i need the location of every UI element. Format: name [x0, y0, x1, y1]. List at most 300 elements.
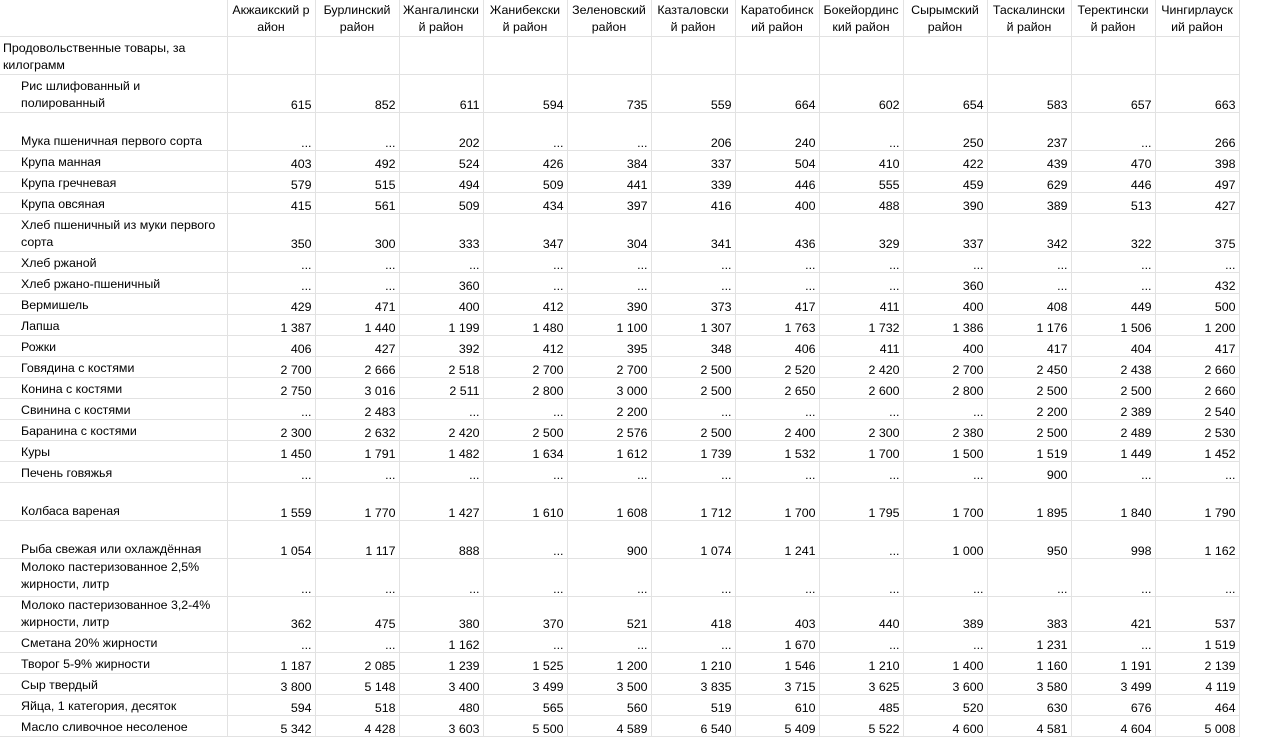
value-cell[interactable]: 3 600: [903, 674, 987, 695]
value-cell[interactable]: 416: [651, 193, 735, 214]
row-label[interactable]: Мука пшеничная первого сорта: [0, 113, 227, 151]
value-cell[interactable]: 392: [399, 336, 483, 357]
value-cell[interactable]: 400: [735, 193, 819, 214]
value-cell[interactable]: ...: [987, 273, 1071, 294]
value-cell[interactable]: 1 500: [903, 441, 987, 462]
value-cell[interactable]: 513: [1071, 193, 1155, 214]
value-cell[interactable]: 611: [399, 75, 483, 113]
value-cell[interactable]: 427: [1155, 193, 1239, 214]
value-cell[interactable]: ...: [227, 252, 315, 273]
value-cell[interactable]: 337: [903, 214, 987, 252]
value-cell[interactable]: 1 525: [483, 653, 567, 674]
value-cell[interactable]: 390: [567, 294, 651, 315]
value-cell[interactable]: 519: [651, 695, 735, 716]
value-cell[interactable]: 2 576: [567, 420, 651, 441]
value-cell[interactable]: 4 581: [987, 716, 1071, 737]
value-cell[interactable]: 400: [903, 336, 987, 357]
column-header[interactable]: Акжаикский район: [227, 0, 315, 37]
column-header[interactable]: Казталовский район: [651, 0, 735, 37]
value-cell[interactable]: 370: [483, 597, 567, 632]
empty-cell[interactable]: [903, 37, 987, 75]
value-cell[interactable]: 4 604: [1071, 716, 1155, 737]
value-cell[interactable]: ...: [483, 113, 567, 151]
value-cell[interactable]: 998: [1071, 521, 1155, 559]
value-cell[interactable]: ...: [315, 113, 399, 151]
value-cell[interactable]: ...: [483, 399, 567, 420]
empty-cell[interactable]: [1071, 37, 1155, 75]
value-cell[interactable]: ...: [819, 632, 903, 653]
value-cell[interactable]: 341: [651, 214, 735, 252]
value-cell[interactable]: 492: [315, 151, 399, 172]
value-cell[interactable]: 2 540: [1155, 399, 1239, 420]
value-cell[interactable]: 2 400: [735, 420, 819, 441]
value-cell[interactable]: ...: [735, 273, 819, 294]
row-label[interactable]: Молоко пастеризованное 3,2-4% жирности, литр: [0, 597, 227, 632]
value-cell[interactable]: 1 700: [819, 441, 903, 462]
value-cell[interactable]: 3 580: [987, 674, 1071, 695]
value-cell[interactable]: 509: [483, 172, 567, 193]
value-cell[interactable]: 5 148: [315, 674, 399, 695]
value-cell[interactable]: 602: [819, 75, 903, 113]
value-cell[interactable]: ...: [819, 462, 903, 483]
row-label[interactable]: Лапша: [0, 315, 227, 336]
value-cell[interactable]: 406: [735, 336, 819, 357]
value-cell[interactable]: 380: [399, 597, 483, 632]
value-cell[interactable]: 629: [987, 172, 1071, 193]
value-cell[interactable]: ...: [819, 559, 903, 597]
value-cell[interactable]: ...: [1071, 113, 1155, 151]
value-cell[interactable]: 362: [227, 597, 315, 632]
value-cell[interactable]: ...: [483, 559, 567, 597]
empty-cell[interactable]: [987, 37, 1071, 75]
value-cell[interactable]: 4 428: [315, 716, 399, 737]
value-cell[interactable]: 3 016: [315, 378, 399, 399]
value-cell[interactable]: 459: [903, 172, 987, 193]
value-cell[interactable]: ...: [651, 632, 735, 653]
value-cell[interactable]: 2 800: [903, 378, 987, 399]
value-cell[interactable]: 397: [567, 193, 651, 214]
value-cell[interactable]: 1 307: [651, 315, 735, 336]
value-cell[interactable]: 1 162: [399, 632, 483, 653]
value-cell[interactable]: ...: [1155, 252, 1239, 273]
row-label[interactable]: Хлеб ржано-пшеничный: [0, 273, 227, 294]
value-cell[interactable]: ...: [483, 252, 567, 273]
value-cell[interactable]: 1 191: [1071, 653, 1155, 674]
value-cell[interactable]: 1 450: [227, 441, 315, 462]
value-cell[interactable]: 2 139: [1155, 653, 1239, 674]
value-cell[interactable]: 2 200: [987, 399, 1071, 420]
value-cell[interactable]: ...: [819, 399, 903, 420]
value-cell[interactable]: 446: [735, 172, 819, 193]
value-cell[interactable]: 339: [651, 172, 735, 193]
value-cell[interactable]: 464: [1155, 695, 1239, 716]
value-cell[interactable]: ...: [819, 252, 903, 273]
value-cell[interactable]: 1 386: [903, 315, 987, 336]
value-cell[interactable]: 579: [227, 172, 315, 193]
row-label[interactable]: Масло сливочное несоленое: [0, 716, 227, 737]
value-cell[interactable]: 1 176: [987, 315, 1071, 336]
value-cell[interactable]: 348: [651, 336, 735, 357]
value-cell[interactable]: 429: [227, 294, 315, 315]
column-header[interactable]: Теректинский район: [1071, 0, 1155, 37]
value-cell[interactable]: 1 519: [987, 441, 1071, 462]
value-cell[interactable]: 1 840: [1071, 483, 1155, 521]
row-label[interactable]: Творог 5-9% жирности: [0, 653, 227, 674]
value-cell[interactable]: 337: [651, 151, 735, 172]
value-cell[interactable]: 1 795: [819, 483, 903, 521]
value-cell[interactable]: 2 200: [567, 399, 651, 420]
value-cell[interactable]: ...: [819, 521, 903, 559]
value-cell[interactable]: ...: [819, 273, 903, 294]
value-cell[interactable]: 2 500: [987, 378, 1071, 399]
value-cell[interactable]: ...: [483, 521, 567, 559]
value-cell[interactable]: 560: [567, 695, 651, 716]
value-cell[interactable]: 1 162: [1155, 521, 1239, 559]
value-cell[interactable]: 3 500: [567, 674, 651, 695]
value-cell[interactable]: 412: [483, 336, 567, 357]
value-cell[interactable]: ...: [903, 252, 987, 273]
value-cell[interactable]: 398: [1155, 151, 1239, 172]
value-cell[interactable]: 2 660: [1155, 357, 1239, 378]
value-cell[interactable]: 2 530: [1155, 420, 1239, 441]
value-cell[interactable]: 610: [735, 695, 819, 716]
value-cell[interactable]: 3 499: [483, 674, 567, 695]
value-cell[interactable]: 3 835: [651, 674, 735, 695]
row-label[interactable]: Вермишель: [0, 294, 227, 315]
value-cell[interactable]: 1 427: [399, 483, 483, 521]
row-label[interactable]: Колбаса вареная: [0, 483, 227, 521]
value-cell[interactable]: ...: [735, 252, 819, 273]
value-cell[interactable]: 1 610: [483, 483, 567, 521]
value-cell[interactable]: 663: [1155, 75, 1239, 113]
value-cell[interactable]: 2 511: [399, 378, 483, 399]
column-header[interactable]: Сырымский район: [903, 0, 987, 37]
value-cell[interactable]: ...: [315, 559, 399, 597]
value-cell[interactable]: 1 739: [651, 441, 735, 462]
value-cell[interactable]: 406: [227, 336, 315, 357]
row-label[interactable]: Яйца, 1 категория, десяток: [0, 695, 227, 716]
value-cell[interactable]: ...: [483, 273, 567, 294]
value-cell[interactable]: 2 666: [315, 357, 399, 378]
empty-cell[interactable]: [819, 37, 903, 75]
value-cell[interactable]: 2 420: [399, 420, 483, 441]
value-cell[interactable]: 1 670: [735, 632, 819, 653]
value-cell[interactable]: 2 520: [735, 357, 819, 378]
value-cell[interactable]: ...: [651, 273, 735, 294]
value-cell[interactable]: 470: [1071, 151, 1155, 172]
value-cell[interactable]: ...: [903, 399, 987, 420]
row-label[interactable]: Куры: [0, 441, 227, 462]
value-cell[interactable]: 427: [315, 336, 399, 357]
empty-cell[interactable]: [227, 37, 315, 75]
value-cell[interactable]: 1 559: [227, 483, 315, 521]
value-cell[interactable]: 676: [1071, 695, 1155, 716]
value-cell[interactable]: 504: [735, 151, 819, 172]
row-label[interactable]: Сметана 20% жирности: [0, 632, 227, 653]
value-cell[interactable]: 434: [483, 193, 567, 214]
value-cell[interactable]: 417: [987, 336, 1071, 357]
value-cell[interactable]: 389: [987, 193, 1071, 214]
value-cell[interactable]: 4 119: [1155, 674, 1239, 695]
column-header[interactable]: Зеленовский район: [567, 0, 651, 37]
value-cell[interactable]: ...: [651, 399, 735, 420]
value-cell[interactable]: 404: [1071, 336, 1155, 357]
value-cell[interactable]: ...: [987, 252, 1071, 273]
value-cell[interactable]: 735: [567, 75, 651, 113]
value-cell[interactable]: 421: [1071, 597, 1155, 632]
value-cell[interactable]: 400: [399, 294, 483, 315]
value-cell[interactable]: 2 085: [315, 653, 399, 674]
value-cell[interactable]: 1 074: [651, 521, 735, 559]
value-cell[interactable]: 342: [987, 214, 1071, 252]
value-cell[interactable]: ...: [735, 462, 819, 483]
value-cell[interactable]: ...: [987, 559, 1071, 597]
value-cell[interactable]: 383: [987, 597, 1071, 632]
column-header[interactable]: Бокейординский район: [819, 0, 903, 37]
value-cell[interactable]: ...: [399, 559, 483, 597]
value-cell[interactable]: 1 054: [227, 521, 315, 559]
value-cell[interactable]: 1 608: [567, 483, 651, 521]
row-label[interactable]: Крупа манная: [0, 151, 227, 172]
value-cell[interactable]: 206: [651, 113, 735, 151]
value-cell[interactable]: 440: [819, 597, 903, 632]
value-cell[interactable]: 1 506: [1071, 315, 1155, 336]
row-label[interactable]: Конина с костями: [0, 378, 227, 399]
value-cell[interactable]: 1 241: [735, 521, 819, 559]
value-cell[interactable]: 1 634: [483, 441, 567, 462]
value-cell[interactable]: 1 160: [987, 653, 1071, 674]
row-label[interactable]: Крупа овсяная: [0, 193, 227, 214]
value-cell[interactable]: 3 603: [399, 716, 483, 737]
value-cell[interactable]: 411: [819, 336, 903, 357]
value-cell[interactable]: 1 732: [819, 315, 903, 336]
value-cell[interactable]: ...: [483, 462, 567, 483]
value-cell[interactable]: 418: [651, 597, 735, 632]
value-cell[interactable]: 1 210: [651, 653, 735, 674]
row-label[interactable]: Печень говяжья: [0, 462, 227, 483]
value-cell[interactable]: 515: [315, 172, 399, 193]
value-cell[interactable]: ...: [399, 399, 483, 420]
row-label[interactable]: Рыба свежая или охлаждённая: [0, 521, 227, 559]
value-cell[interactable]: 403: [735, 597, 819, 632]
value-cell[interactable]: 494: [399, 172, 483, 193]
value-cell[interactable]: 2 750: [227, 378, 315, 399]
value-cell[interactable]: 950: [987, 521, 1071, 559]
value-cell[interactable]: 518: [315, 695, 399, 716]
value-cell[interactable]: 630: [987, 695, 1071, 716]
value-cell[interactable]: 2 500: [483, 420, 567, 441]
value-cell[interactable]: 657: [1071, 75, 1155, 113]
value-cell[interactable]: 2 300: [819, 420, 903, 441]
row-label[interactable]: Свинина с костями: [0, 399, 227, 420]
value-cell[interactable]: ...: [819, 113, 903, 151]
value-cell[interactable]: 2 380: [903, 420, 987, 441]
value-cell[interactable]: 400: [903, 294, 987, 315]
value-cell[interactable]: ...: [315, 632, 399, 653]
value-cell[interactable]: 1 790: [1155, 483, 1239, 521]
value-cell[interactable]: ...: [903, 462, 987, 483]
value-cell[interactable]: 1 791: [315, 441, 399, 462]
value-cell[interactable]: 412: [483, 294, 567, 315]
value-cell[interactable]: 1 763: [735, 315, 819, 336]
value-cell[interactable]: 422: [903, 151, 987, 172]
value-cell[interactable]: 1 117: [315, 521, 399, 559]
value-cell[interactable]: 471: [315, 294, 399, 315]
value-cell[interactable]: 537: [1155, 597, 1239, 632]
value-cell[interactable]: 410: [819, 151, 903, 172]
value-cell[interactable]: ...: [567, 252, 651, 273]
value-cell[interactable]: 3 625: [819, 674, 903, 695]
value-cell[interactable]: 333: [399, 214, 483, 252]
value-cell[interactable]: ...: [735, 399, 819, 420]
row-label[interactable]: Хлеб ржаной: [0, 252, 227, 273]
value-cell[interactable]: 1 712: [651, 483, 735, 521]
value-cell[interactable]: 439: [987, 151, 1071, 172]
empty-cell[interactable]: [399, 37, 483, 75]
value-cell[interactable]: 2 500: [987, 420, 1071, 441]
value-cell[interactable]: 2 500: [651, 357, 735, 378]
value-cell[interactable]: 5 409: [735, 716, 819, 737]
value-cell[interactable]: 1 200: [1155, 315, 1239, 336]
value-cell[interactable]: ...: [399, 252, 483, 273]
value-cell[interactable]: 520: [903, 695, 987, 716]
value-cell[interactable]: ...: [651, 462, 735, 483]
value-cell[interactable]: 360: [399, 273, 483, 294]
value-cell[interactable]: 1 400: [903, 653, 987, 674]
value-cell[interactable]: 5 522: [819, 716, 903, 737]
value-cell[interactable]: ...: [227, 632, 315, 653]
value-cell[interactable]: 2 518: [399, 357, 483, 378]
value-cell[interactable]: 2 660: [1155, 378, 1239, 399]
value-cell[interactable]: 852: [315, 75, 399, 113]
value-cell[interactable]: 350: [227, 214, 315, 252]
value-cell[interactable]: 1 199: [399, 315, 483, 336]
value-cell[interactable]: 888: [399, 521, 483, 559]
value-cell[interactable]: 524: [399, 151, 483, 172]
value-cell[interactable]: ...: [227, 399, 315, 420]
value-cell[interactable]: 900: [987, 462, 1071, 483]
value-cell[interactable]: 497: [1155, 172, 1239, 193]
value-cell[interactable]: 240: [735, 113, 819, 151]
value-cell[interactable]: 1 532: [735, 441, 819, 462]
value-cell[interactable]: 583: [987, 75, 1071, 113]
value-cell[interactable]: 2 700: [903, 357, 987, 378]
value-cell[interactable]: 417: [735, 294, 819, 315]
value-cell[interactable]: ...: [651, 559, 735, 597]
corner-cell[interactable]: [0, 0, 227, 37]
value-cell[interactable]: ...: [483, 632, 567, 653]
value-cell[interactable]: 1 452: [1155, 441, 1239, 462]
value-cell[interactable]: 322: [1071, 214, 1155, 252]
value-cell[interactable]: 395: [567, 336, 651, 357]
value-cell[interactable]: ...: [567, 113, 651, 151]
value-cell[interactable]: 615: [227, 75, 315, 113]
value-cell[interactable]: 1 480: [483, 315, 567, 336]
value-cell[interactable]: 1 210: [819, 653, 903, 674]
value-cell[interactable]: 1 612: [567, 441, 651, 462]
value-cell[interactable]: 1 700: [903, 483, 987, 521]
value-cell[interactable]: ...: [1155, 559, 1239, 597]
value-cell[interactable]: 384: [567, 151, 651, 172]
value-cell[interactable]: 485: [819, 695, 903, 716]
value-cell[interactable]: 1 700: [735, 483, 819, 521]
value-cell[interactable]: 559: [651, 75, 735, 113]
value-cell[interactable]: 5 008: [1155, 716, 1239, 737]
value-cell[interactable]: 300: [315, 214, 399, 252]
value-cell[interactable]: 3 499: [1071, 674, 1155, 695]
column-header[interactable]: Жанибекский район: [483, 0, 567, 37]
value-cell[interactable]: 2 700: [483, 357, 567, 378]
value-cell[interactable]: 2 500: [651, 420, 735, 441]
empty-cell[interactable]: [483, 37, 567, 75]
value-cell[interactable]: 441: [567, 172, 651, 193]
value-cell[interactable]: 2 489: [1071, 420, 1155, 441]
value-cell[interactable]: ...: [1071, 252, 1155, 273]
value-cell[interactable]: ...: [315, 462, 399, 483]
value-cell[interactable]: ...: [567, 632, 651, 653]
value-cell[interactable]: 436: [735, 214, 819, 252]
value-cell[interactable]: ...: [567, 273, 651, 294]
value-cell[interactable]: 417: [1155, 336, 1239, 357]
value-cell[interactable]: 266: [1155, 113, 1239, 151]
empty-cell[interactable]: [567, 37, 651, 75]
value-cell[interactable]: ...: [1071, 462, 1155, 483]
column-header[interactable]: Каратобинский район: [735, 0, 819, 37]
value-cell[interactable]: 1 200: [567, 653, 651, 674]
value-cell[interactable]: 202: [399, 113, 483, 151]
value-cell[interactable]: 1 770: [315, 483, 399, 521]
value-cell[interactable]: 329: [819, 214, 903, 252]
value-cell[interactable]: 403: [227, 151, 315, 172]
value-cell[interactable]: 565: [483, 695, 567, 716]
value-cell[interactable]: 389: [903, 597, 987, 632]
value-cell[interactable]: 1 231: [987, 632, 1071, 653]
value-cell[interactable]: 1 387: [227, 315, 315, 336]
value-cell[interactable]: 2 500: [1071, 378, 1155, 399]
value-cell[interactable]: 3 400: [399, 674, 483, 695]
value-cell[interactable]: 6 540: [651, 716, 735, 737]
value-cell[interactable]: 654: [903, 75, 987, 113]
value-cell[interactable]: 488: [819, 193, 903, 214]
value-cell[interactable]: 3 000: [567, 378, 651, 399]
value-cell[interactable]: 304: [567, 214, 651, 252]
value-cell[interactable]: 475: [315, 597, 399, 632]
value-cell[interactable]: 347: [483, 214, 567, 252]
column-header[interactable]: Бурлинский район: [315, 0, 399, 37]
value-cell[interactable]: 594: [227, 695, 315, 716]
value-cell[interactable]: 2 700: [567, 357, 651, 378]
value-cell[interactable]: 2 420: [819, 357, 903, 378]
value-cell[interactable]: ...: [735, 559, 819, 597]
value-cell[interactable]: ...: [315, 273, 399, 294]
value-cell[interactable]: 449: [1071, 294, 1155, 315]
row-label[interactable]: Говядина с костями: [0, 357, 227, 378]
value-cell[interactable]: 2 650: [735, 378, 819, 399]
value-cell[interactable]: ...: [1155, 462, 1239, 483]
row-label[interactable]: Хлеб пшеничный из муки первого сорта: [0, 214, 227, 252]
column-header[interactable]: Чингирлауский район: [1155, 0, 1239, 37]
value-cell[interactable]: 664: [735, 75, 819, 113]
row-label[interactable]: Молоко пастеризованное 2,5% жирности, литр: [0, 559, 227, 597]
value-cell[interactable]: ...: [227, 559, 315, 597]
value-cell[interactable]: 5 342: [227, 716, 315, 737]
value-cell[interactable]: 2 600: [819, 378, 903, 399]
value-cell[interactable]: ...: [903, 632, 987, 653]
value-cell[interactable]: 555: [819, 172, 903, 193]
value-cell[interactable]: ...: [227, 462, 315, 483]
value-cell[interactable]: 360: [903, 273, 987, 294]
value-cell[interactable]: 2 500: [651, 378, 735, 399]
